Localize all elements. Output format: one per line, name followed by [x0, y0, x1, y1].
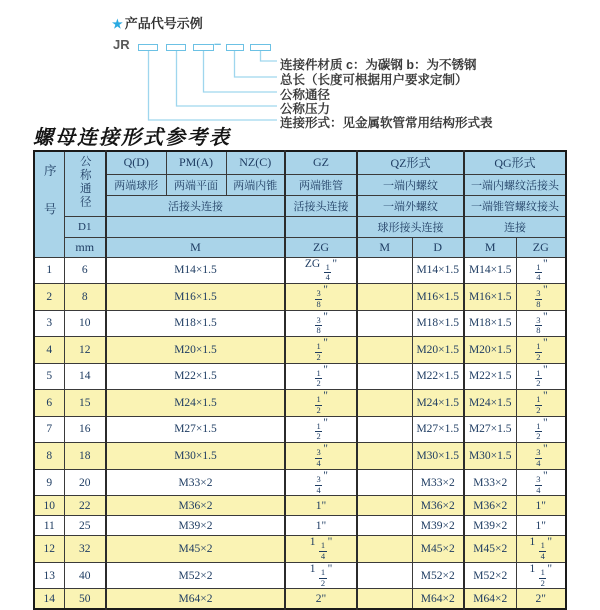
code-label-nominal-diameter: 公称通径	[280, 88, 331, 102]
qg-m-cell: M30×1.5	[464, 443, 516, 470]
zg-cell: 1 $\frac{1}{4}$ "	[285, 536, 357, 563]
table-row	[34, 443, 566, 470]
qg-zg-cell: $\frac{1}{2}$ "	[516, 416, 566, 443]
header-nominal-diameter: 公称通径	[64, 151, 106, 216]
qg-m-cell: M64×2	[464, 589, 516, 609]
zg-cell: $\frac{1}{2}$ "	[285, 363, 357, 390]
m-cell: M30×1.5	[106, 443, 285, 470]
qz-m-cell	[357, 443, 412, 470]
header-gz: GZ	[285, 151, 357, 174]
header-nz-desc: 两端内锥	[226, 174, 285, 195]
header-zg: ZG	[285, 237, 357, 257]
m-cell: M24×1.5	[106, 390, 285, 417]
code-box-3	[193, 44, 214, 51]
qz-m-cell	[357, 589, 412, 609]
seq-cell: 7	[34, 416, 64, 443]
table-row	[34, 469, 566, 496]
header-qz-desc1: 一端内螺纹	[357, 174, 464, 195]
qg-zg-cell: $\frac{3}{4}$ "	[516, 443, 566, 470]
header-pm: PM(A)	[166, 151, 226, 174]
zg-cell: 1"	[285, 516, 357, 536]
mm-cell: 40	[64, 562, 106, 589]
header-pm-desc: 两端平面	[166, 174, 226, 195]
star-icon: ★	[112, 17, 123, 31]
m-cell: M20×1.5	[106, 337, 285, 364]
m-cell: M18×1.5	[106, 310, 285, 337]
m-cell: M39×2	[106, 516, 285, 536]
header-qz-connection: 球形接头连接	[357, 216, 464, 237]
table-row	[34, 536, 566, 563]
qz-d-cell: M30×1.5	[412, 443, 464, 470]
code-label-connection-type: 连接形式：见金属软管常用结构形式表	[280, 116, 493, 130]
qz-d-cell: M22×1.5	[412, 363, 464, 390]
qz-m-cell	[357, 337, 412, 364]
qz-m-cell	[357, 496, 412, 516]
table-row	[34, 363, 566, 390]
zg-cell: $\frac{3}{8}$ "	[285, 310, 357, 337]
qz-m-cell	[357, 562, 412, 589]
header-nz: NZ(C)	[226, 151, 285, 174]
qg-zg-cell: $\frac{3}{4}$ "	[516, 469, 566, 496]
m-cell: M33×2	[106, 469, 285, 496]
header-empty-gz	[285, 216, 357, 237]
code-label-material: 连接件材质 c：为碳钢 b：为不锈钢	[280, 58, 477, 72]
qz-d-cell: M16×1.5	[412, 284, 464, 311]
qg-zg-cell: 1"	[516, 516, 566, 536]
header-d1: D1	[64, 216, 106, 237]
seq-cell: 4	[34, 337, 64, 364]
code-box-4	[226, 44, 244, 51]
qz-m-cell	[357, 310, 412, 337]
code-prefix: JR	[113, 37, 130, 52]
mm-cell: 12	[64, 337, 106, 364]
code-box-1	[138, 44, 158, 51]
qg-zg-cell: $\frac{3}{8}$ "	[516, 310, 566, 337]
qg-m-cell: M16×1.5	[464, 284, 516, 311]
qz-d-cell: M64×2	[412, 589, 464, 609]
header-qg-zg: ZG	[516, 237, 566, 257]
mm-cell: 16	[64, 416, 106, 443]
header-seq: 序号	[34, 151, 64, 257]
seq-cell: 6	[34, 390, 64, 417]
header-qz-desc2: 一端外螺纹	[357, 195, 464, 216]
table-row	[34, 284, 566, 311]
zg-cell: $\frac{1}{2}$ "	[285, 390, 357, 417]
qg-zg-cell: $\frac{3}{8}$ "	[516, 284, 566, 311]
qz-d-cell: M45×2	[412, 536, 464, 563]
header-mm: mm	[64, 237, 106, 257]
qz-m-cell	[357, 390, 412, 417]
seq-cell: 9	[34, 469, 64, 496]
header-qg-desc2: 一端锥管螺纹接头	[464, 195, 566, 216]
code-label-nominal-pressure: 公称压力	[280, 102, 331, 116]
table-row	[34, 516, 566, 536]
product-code-heading	[112, 13, 203, 32]
qg-m-cell: M22×1.5	[464, 363, 516, 390]
qz-m-cell	[357, 536, 412, 563]
header-qg-m: M	[464, 237, 516, 257]
header-q: Q(D)	[106, 151, 166, 174]
seq-cell: 14	[34, 589, 64, 609]
table-row	[34, 562, 566, 589]
qg-m-cell: M20×1.5	[464, 337, 516, 364]
mm-cell: 20	[64, 469, 106, 496]
code-box-5	[250, 44, 271, 51]
table-row	[34, 310, 566, 337]
qg-zg-cell: $\frac{1}{2}$ "	[516, 390, 566, 417]
seq-cell: 10	[34, 496, 64, 516]
header-qz-m: M	[357, 237, 412, 257]
qg-zg-cell: $\frac{1}{2}$ "	[516, 363, 566, 390]
m-cell: M36×2	[106, 496, 285, 516]
qg-m-cell: M36×2	[464, 496, 516, 516]
qg-m-cell: M39×2	[464, 516, 516, 536]
qz-d-cell: M39×2	[412, 516, 464, 536]
header-qg-form: QG形式	[464, 151, 566, 174]
qg-m-cell: M33×2	[464, 469, 516, 496]
header-m: M	[106, 237, 285, 257]
mm-cell: 10	[64, 310, 106, 337]
qg-zg-cell: $\frac{1}{2}$ "	[516, 337, 566, 364]
qz-m-cell	[357, 363, 412, 390]
m-cell: M14×1.5	[106, 257, 285, 284]
seq-cell: 8	[34, 443, 64, 470]
zg-cell: ZG $\frac{1}{4}$ "	[285, 257, 357, 284]
qz-d-cell: M52×2	[412, 562, 464, 589]
qg-m-cell: M27×1.5	[464, 416, 516, 443]
zg-cell: $\frac{3}{8}$ "	[285, 284, 357, 311]
header-gz-desc: 两端锥管	[285, 174, 357, 195]
mm-cell: 15	[64, 390, 106, 417]
qg-zg-cell: 2"	[516, 589, 566, 609]
m-cell: M22×1.5	[106, 363, 285, 390]
zg-cell: 1 $\frac{1}{2}$ "	[285, 562, 357, 589]
qz-m-cell	[357, 416, 412, 443]
seq-cell: 5	[34, 363, 64, 390]
code-separator-dash: –	[214, 36, 222, 51]
table-row	[34, 390, 566, 417]
table-row	[34, 337, 566, 364]
code-label-total-length: 总长（长度可根据用户要求定制）	[280, 73, 468, 87]
qz-m-cell	[357, 284, 412, 311]
qz-d-cell: M33×2	[412, 469, 464, 496]
mm-cell: 18	[64, 443, 106, 470]
qz-d-cell: M27×1.5	[412, 416, 464, 443]
nut-connection-table	[33, 150, 567, 610]
mm-cell: 22	[64, 496, 106, 516]
header-qz-d: D	[412, 237, 464, 257]
zg-cell: $\frac{3}{4}$ "	[285, 443, 357, 470]
m-cell: M16×1.5	[106, 284, 285, 311]
mm-cell: 50	[64, 589, 106, 609]
table-row	[34, 496, 566, 516]
qz-d-cell: M36×2	[412, 496, 464, 516]
header-union-connection: 活接头连接	[106, 195, 285, 216]
table-row	[34, 589, 566, 609]
seq-cell: 2	[34, 284, 64, 311]
header-qz-form: QZ形式	[357, 151, 464, 174]
header-qg-connection: 连接	[464, 216, 566, 237]
m-cell: M52×2	[106, 562, 285, 589]
table-body	[34, 257, 566, 609]
qg-zg-cell: $\frac{1}{4}$ "	[516, 257, 566, 284]
table-row	[34, 257, 566, 284]
table-title: 螺母连接形式参考表	[33, 127, 231, 149]
qg-m-cell: M45×2	[464, 536, 516, 563]
m-cell: M64×2	[106, 589, 285, 609]
header-qg-desc1: 一端内螺纹活接头	[464, 174, 566, 195]
qg-zg-cell: 1"	[516, 496, 566, 516]
m-cell: M45×2	[106, 536, 285, 563]
seq-cell: 11	[34, 516, 64, 536]
qz-m-cell	[357, 516, 412, 536]
qz-d-cell: M18×1.5	[412, 310, 464, 337]
m-cell: M27×1.5	[106, 416, 285, 443]
qg-zg-cell: 1 $\frac{1}{2}$ "	[516, 562, 566, 589]
mm-cell: 14	[64, 363, 106, 390]
qg-m-cell: M18×1.5	[464, 310, 516, 337]
qg-m-cell: M14×1.5	[464, 257, 516, 284]
header-q-desc: 两端球形	[106, 174, 166, 195]
seq-cell: 13	[34, 562, 64, 589]
mm-cell: 6	[64, 257, 106, 284]
qg-m-cell: M24×1.5	[464, 390, 516, 417]
qz-d-cell: M20×1.5	[412, 337, 464, 364]
seq-cell: 1	[34, 257, 64, 284]
zg-cell: 1"	[285, 496, 357, 516]
qz-m-cell	[357, 469, 412, 496]
code-box-2	[166, 44, 186, 51]
header-gz-union-connection: 活接头连接	[285, 195, 357, 216]
zg-cell: $\frac{3}{4}$ "	[285, 469, 357, 496]
seq-cell: 3	[34, 310, 64, 337]
qz-d-cell: M24×1.5	[412, 390, 464, 417]
zg-cell: $\frac{1}{2}$ "	[285, 337, 357, 364]
qg-zg-cell: 1 $\frac{1}{4}$ "	[516, 536, 566, 563]
qg-m-cell: M52×2	[464, 562, 516, 589]
zg-cell: $\frac{1}{2}$ "	[285, 416, 357, 443]
header-empty-left	[106, 216, 285, 237]
table-row	[34, 416, 566, 443]
qz-d-cell: M14×1.5	[412, 257, 464, 284]
qz-m-cell	[357, 257, 412, 284]
zg-cell: 2"	[285, 589, 357, 609]
mm-cell: 32	[64, 536, 106, 563]
mm-cell: 25	[64, 516, 106, 536]
seq-cell: 12	[34, 536, 64, 563]
mm-cell: 8	[64, 284, 106, 311]
product-code-heading-text: 产品代号示例	[124, 16, 203, 31]
